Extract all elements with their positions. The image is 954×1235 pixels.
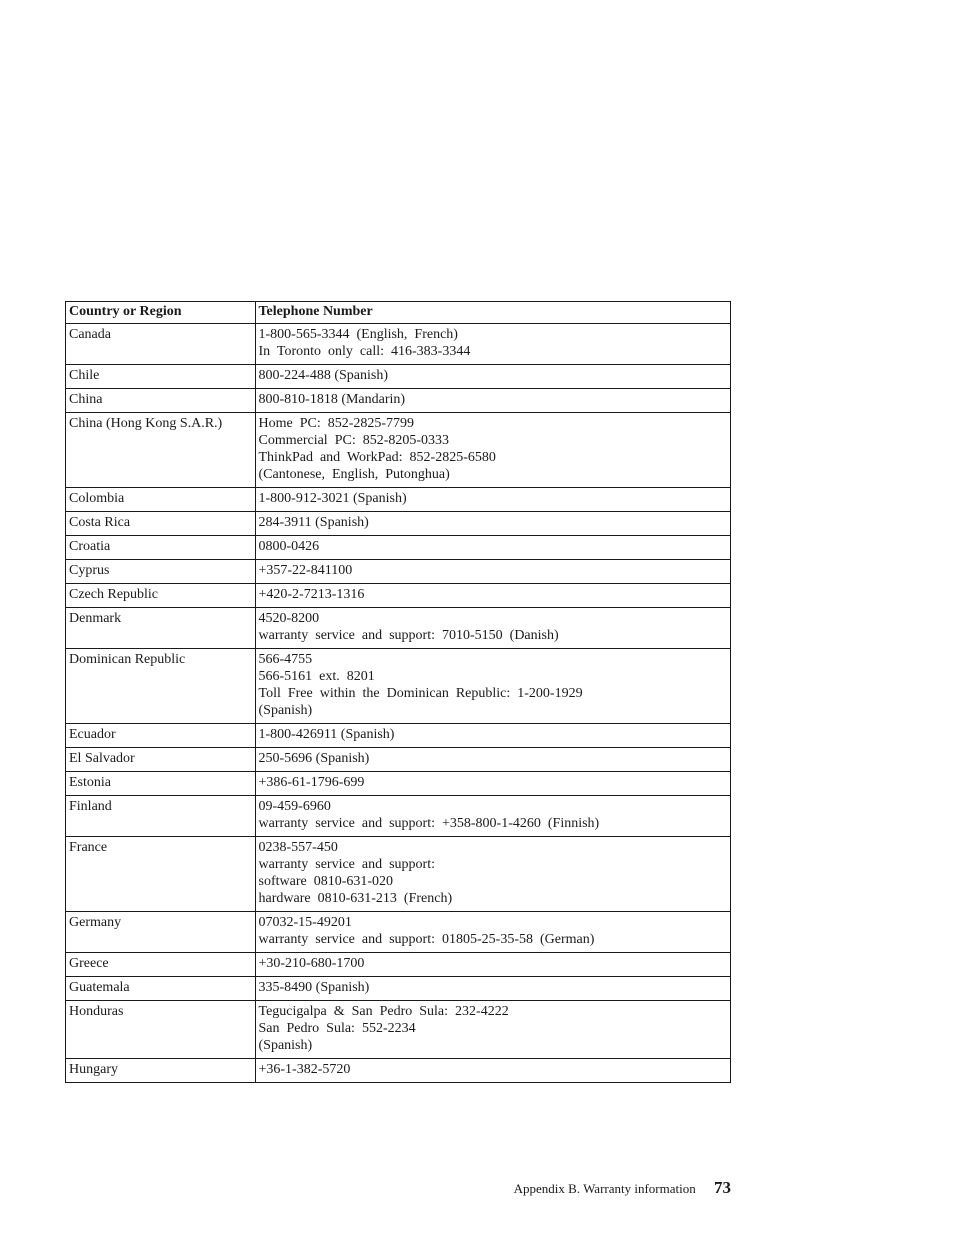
- country-cell: Hungary: [66, 1059, 256, 1083]
- telephone-line: In Toronto only call: 416-383-3344: [258, 344, 471, 359]
- table-row: [66, 324, 731, 365]
- telephone-line: Home PC: 852-2825-7799: [258, 416, 415, 431]
- table-row: [66, 365, 731, 389]
- country-cell: Canada: [66, 324, 256, 365]
- table-row: [66, 389, 731, 413]
- telephone-line: (Spanish): [258, 703, 313, 718]
- telephone-line: 0800-0426: [258, 539, 320, 554]
- table-row: [66, 837, 731, 912]
- telephone-line: 07032-15-49201: [258, 915, 352, 930]
- telephone-cell: [255, 488, 731, 512]
- telephone-line: (Spanish): [258, 1038, 313, 1053]
- telephone-line: +357-22-841100: [258, 563, 353, 578]
- telephone-line: 250-5696 (Spanish): [258, 751, 370, 766]
- telephone-line: 4520-8200: [258, 611, 320, 626]
- country-cell: Denmark: [66, 608, 256, 649]
- telephone-line: 284-3911 (Spanish): [258, 515, 369, 530]
- telephone-line: ThinkPad and WorkPad: 852-2825-6580: [258, 450, 496, 465]
- table-row: [66, 953, 731, 977]
- telephone-line: 335-8490 (Spanish): [258, 980, 370, 995]
- telephone-line: San Pedro Sula: 552-2234: [258, 1021, 416, 1036]
- table-row: [66, 413, 731, 488]
- telephone-cell: [255, 724, 731, 748]
- table-body: [66, 324, 731, 1083]
- telephone-cell: [255, 977, 731, 1001]
- telephone-line: +386-61-1796-699: [258, 775, 365, 790]
- country-cell: Finland: [66, 796, 256, 837]
- telephone-line: 0238-557-450: [258, 840, 338, 855]
- telephone-cell: [255, 584, 731, 608]
- table-row: [66, 1001, 731, 1059]
- telephone-cell: [255, 1059, 731, 1083]
- telephone-line: warranty service and support: 7010-5150 (Danish): [258, 628, 559, 643]
- telephone-cell: [255, 837, 731, 912]
- table-row: [66, 488, 731, 512]
- table-row: [66, 1059, 731, 1083]
- table-row: [66, 608, 731, 649]
- telephone-cell: [255, 772, 731, 796]
- telephone-line: 1-800-565-3344 (English, French): [258, 327, 458, 342]
- country-cell: Greece: [66, 953, 256, 977]
- country-cell: China (Hong Kong S.A.R.): [66, 413, 256, 488]
- telephone-cell: [255, 953, 731, 977]
- telephone-line: 800-810-1818 (Mandarin): [258, 392, 406, 407]
- telephone-line: 566-5161 ext. 8201: [258, 669, 375, 684]
- table-row: [66, 649, 731, 724]
- country-cell: Germany: [66, 912, 256, 953]
- footer-section-title: Appendix B. Warranty information: [513, 1181, 696, 1196]
- telephone-cell: [255, 324, 731, 365]
- telephone-line: Tegucigalpa & San Pedro Sula: 232-4222: [258, 1004, 509, 1019]
- telephone-line: (Cantonese, English, Putonghua): [258, 467, 450, 482]
- telephone-cell: [255, 608, 731, 649]
- telephone-line: warranty service and support: +358-800-1-4260 (Finnish): [258, 816, 600, 831]
- telephone-line: Commercial PC: 852-8205-0333: [258, 433, 450, 448]
- telephone-cell: [255, 748, 731, 772]
- country-cell: Ecuador: [66, 724, 256, 748]
- table-row: [66, 536, 731, 560]
- country-cell: Honduras: [66, 1001, 256, 1059]
- page-number: 73: [714, 1178, 731, 1197]
- table-row: [66, 748, 731, 772]
- telephone-cell: [255, 536, 731, 560]
- country-cell: China: [66, 389, 256, 413]
- country-cell: Czech Republic: [66, 584, 256, 608]
- column-header-country: Country or Region: [66, 302, 256, 324]
- telephone-line: 1-800-426911 (Spanish): [258, 727, 395, 742]
- table-row: [66, 584, 731, 608]
- telephone-line: 566-4755: [258, 652, 313, 667]
- country-cell: Chile: [66, 365, 256, 389]
- page-footer: [514, 1178, 731, 1198]
- telephone-cell: [255, 649, 731, 724]
- telephone-line: +30-210-680-1700: [258, 956, 365, 971]
- telephone-line: 1-800-912-3021 (Spanish): [258, 491, 407, 506]
- country-cell: Cyprus: [66, 560, 256, 584]
- country-cell: El Salvador: [66, 748, 256, 772]
- country-cell: Costa Rica: [66, 512, 256, 536]
- table-row: [66, 560, 731, 584]
- telephone-cell: [255, 389, 731, 413]
- telephone-cell: [255, 560, 731, 584]
- telephone-cell: [255, 512, 731, 536]
- table-header-row: [66, 302, 731, 324]
- country-cell: Dominican Republic: [66, 649, 256, 724]
- telephone-cell: [255, 1001, 731, 1059]
- country-cell: Croatia: [66, 536, 256, 560]
- telephone-cell: [255, 365, 731, 389]
- telephone-line: Toll Free within the Dominican Republic: 1-200-1929: [258, 686, 583, 701]
- country-cell: Colombia: [66, 488, 256, 512]
- country-cell: Guatemala: [66, 977, 256, 1001]
- telephone-line: 800-224-488 (Spanish): [258, 368, 388, 383]
- telephone-line: hardware 0810-631-213 (French): [258, 891, 453, 906]
- telephone-line: +420-2-7213-1316: [258, 587, 365, 602]
- telephone-line: 09-459-6960: [258, 799, 331, 814]
- table-row: [66, 912, 731, 953]
- country-cell: France: [66, 837, 256, 912]
- table-row: [66, 512, 731, 536]
- column-header-telephone: Telephone Number: [255, 302, 731, 324]
- telephone-line: warranty service and support: 01805-25-35-58 (German): [258, 932, 595, 947]
- table-row: [66, 724, 731, 748]
- telephone-cell: [255, 796, 731, 837]
- telephone-line: software 0810-631-020: [258, 874, 394, 889]
- table-row: [66, 977, 731, 1001]
- telephone-cell: [255, 912, 731, 953]
- table-row: [66, 796, 731, 837]
- telephone-line: warranty service and support:: [258, 857, 435, 872]
- telephone-line: +36-1-382-5720: [258, 1062, 351, 1077]
- country-cell: Estonia: [66, 772, 256, 796]
- support-phone-table: [65, 301, 731, 1083]
- telephone-cell: [255, 413, 731, 488]
- table-row: [66, 772, 731, 796]
